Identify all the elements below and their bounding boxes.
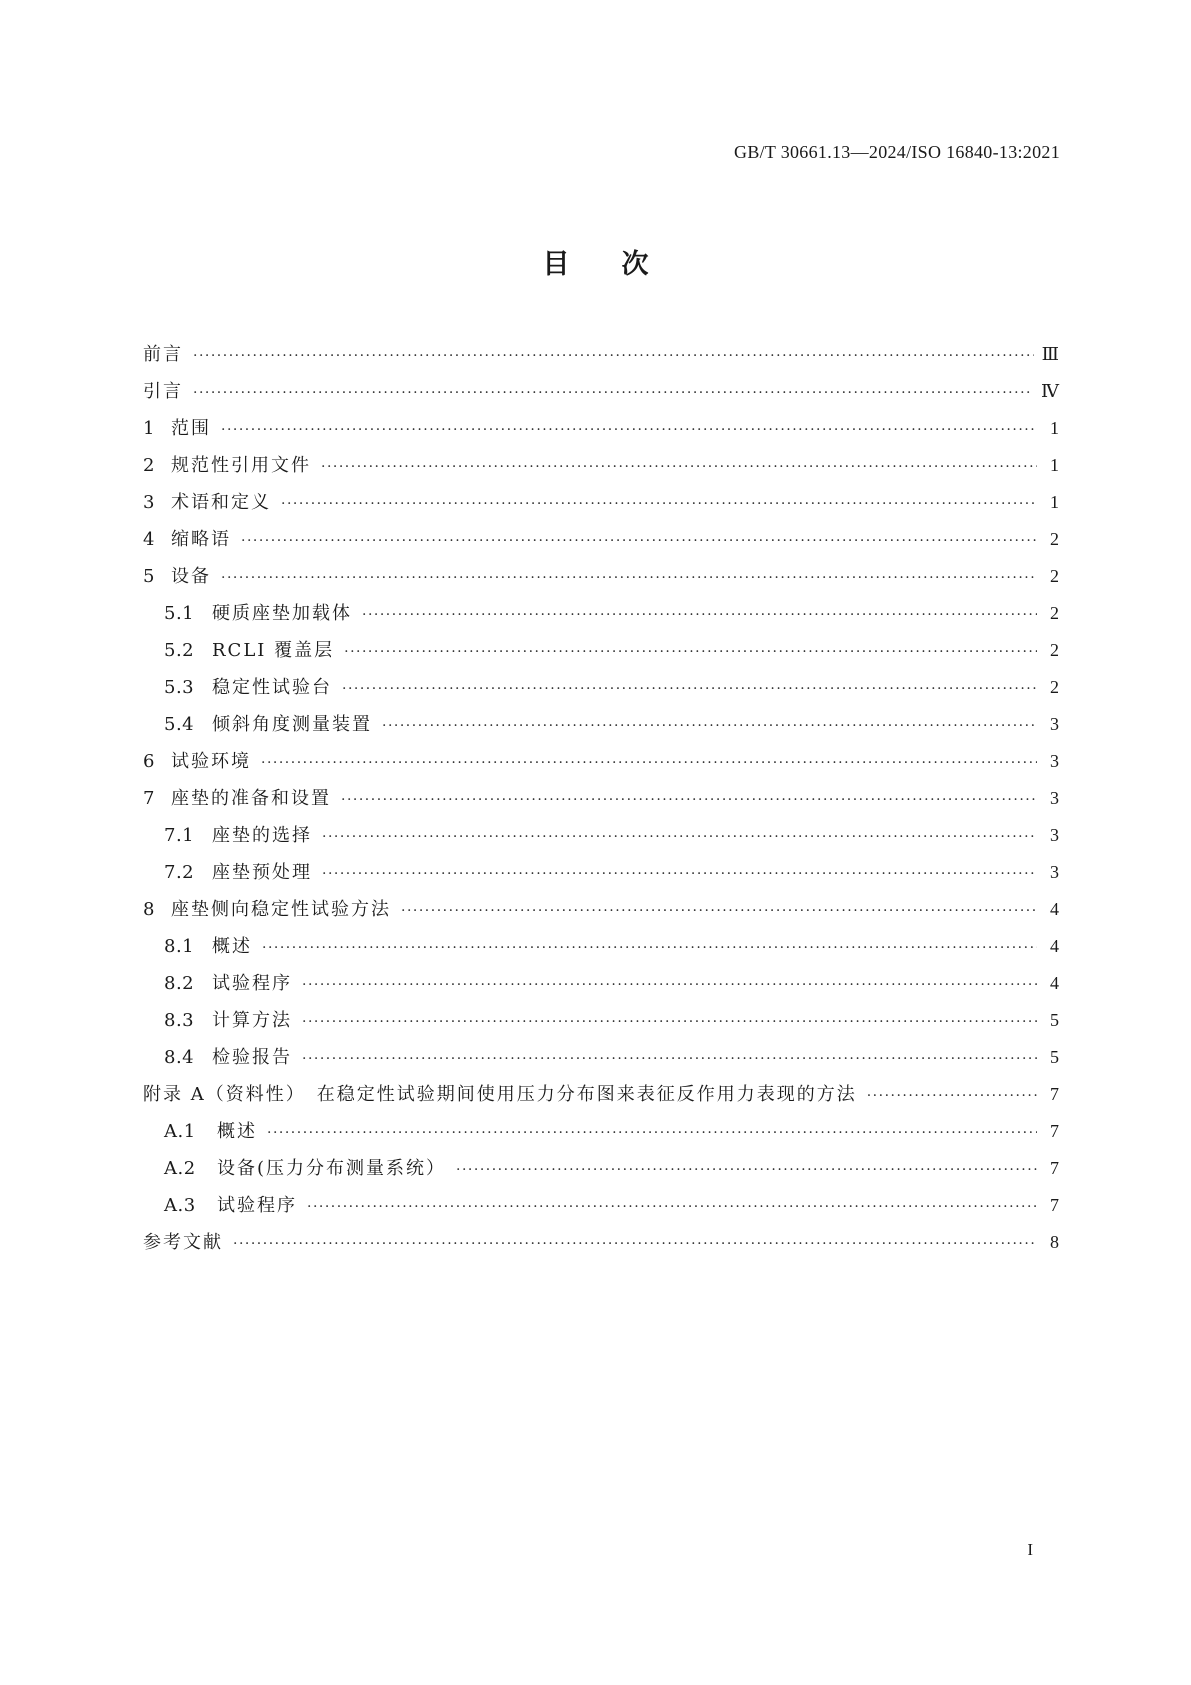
toc-dot-leader bbox=[233, 1226, 1037, 1263]
toc-entry-page: 5 bbox=[1050, 1010, 1059, 1030]
toc-dot-leader bbox=[221, 560, 1037, 597]
toc-entry-page: 4 bbox=[1050, 973, 1059, 993]
toc-dot-leader bbox=[261, 745, 1037, 782]
toc-entry-title: 座垫预处理 bbox=[212, 862, 312, 883]
toc-dot-leader bbox=[302, 1004, 1037, 1041]
toc-dot-leader bbox=[281, 486, 1037, 523]
toc-entry-number: 8.2 bbox=[164, 973, 195, 994]
toc-entry-page: 3 bbox=[1050, 862, 1059, 882]
toc-entry-page: Ⅲ bbox=[1041, 344, 1059, 364]
toc-entry-number: 5.1 bbox=[164, 603, 195, 624]
toc-entry[interactable] bbox=[143, 743, 1059, 780]
toc-dot-leader bbox=[362, 597, 1037, 634]
toc-entry-page: 2 bbox=[1050, 529, 1059, 549]
toc-entry-page: 3 bbox=[1050, 751, 1059, 771]
toc-entry-number: A.1 bbox=[164, 1121, 196, 1142]
toc-dot-leader bbox=[867, 1078, 1037, 1115]
toc-entry-title: 缩略语 bbox=[171, 529, 231, 550]
toc-entry-number: 8.1 bbox=[164, 936, 195, 957]
toc-entry-number: 7 bbox=[143, 788, 155, 809]
toc-entry[interactable] bbox=[143, 854, 1059, 891]
standard-code: GB/T 30661.13—2024/ISO 16840-13:2021 bbox=[734, 142, 1060, 162]
table-of-contents bbox=[143, 336, 1059, 1261]
toc-entry-page: 1 bbox=[1050, 418, 1059, 438]
toc-entry-page: 7 bbox=[1050, 1195, 1059, 1215]
toc-entry[interactable] bbox=[143, 336, 1059, 373]
toc-entry-title: 检验报告 bbox=[212, 1047, 292, 1068]
toc-entry[interactable] bbox=[143, 447, 1059, 484]
toc-entry-page: 1 bbox=[1050, 492, 1059, 512]
toc-entry-title: 座垫的选择 bbox=[212, 825, 312, 846]
toc-entry-page: 2 bbox=[1050, 566, 1059, 586]
toc-entry-number: 7.1 bbox=[164, 825, 195, 846]
toc-entry[interactable] bbox=[143, 817, 1059, 854]
toc-entry-number: 6 bbox=[143, 751, 155, 772]
toc-entry-page: Ⅳ bbox=[1041, 381, 1059, 401]
toc-entry[interactable] bbox=[143, 484, 1059, 521]
toc-entry-number: 5.2 bbox=[164, 640, 195, 661]
toc-entry-number: 8 bbox=[143, 899, 155, 920]
toc-entry[interactable] bbox=[143, 965, 1059, 1002]
toc-entry-page: 7 bbox=[1050, 1084, 1059, 1104]
toc-entry[interactable] bbox=[143, 1039, 1059, 1076]
toc-entry-title: 稳定性试验台 bbox=[212, 677, 332, 698]
toc-entry[interactable] bbox=[143, 1150, 1059, 1187]
toc-entry[interactable] bbox=[143, 1002, 1059, 1039]
toc-entry-number: 5.3 bbox=[164, 677, 195, 698]
toc-entry[interactable] bbox=[143, 558, 1059, 595]
toc-entry-page: 7 bbox=[1050, 1158, 1059, 1178]
toc-entry-page: 3 bbox=[1050, 788, 1059, 808]
toc-entry[interactable] bbox=[143, 1187, 1059, 1224]
toc-entry-title: 硬质座垫加载体 bbox=[212, 603, 352, 624]
toc-entry-title: 附录 A（资料性） 在稳定性试验期间使用压力分布图来表征反作用力表现的方法 bbox=[143, 1084, 857, 1105]
toc-entry-title: 概述 bbox=[212, 936, 252, 957]
toc-dot-leader bbox=[322, 856, 1037, 893]
toc-entry-page: 7 bbox=[1050, 1121, 1059, 1141]
toc-dot-leader bbox=[267, 1115, 1037, 1152]
toc-entry-number: 8.4 bbox=[164, 1047, 195, 1068]
toc-entry-title: 规范性引用文件 bbox=[171, 455, 311, 476]
toc-entry[interactable] bbox=[143, 632, 1059, 669]
toc-entry[interactable] bbox=[143, 373, 1059, 410]
toc-entry-title: 试验程序 bbox=[217, 1195, 297, 1216]
toc-entry-page: 4 bbox=[1050, 899, 1059, 919]
toc-entry[interactable] bbox=[143, 928, 1059, 965]
toc-entry[interactable] bbox=[143, 1113, 1059, 1150]
toc-dot-leader bbox=[401, 893, 1037, 930]
toc-entry-title: 设备 bbox=[171, 566, 211, 587]
toc-entry-title: 座垫的准备和设置 bbox=[171, 788, 331, 809]
toc-dot-leader bbox=[262, 930, 1037, 967]
toc-entry-page: 3 bbox=[1050, 825, 1059, 845]
toc-entry-page: 8 bbox=[1050, 1232, 1059, 1252]
toc-entry-number: A.3 bbox=[164, 1195, 196, 1216]
toc-entry[interactable] bbox=[143, 669, 1059, 706]
toc-entry-title: 试验程序 bbox=[212, 973, 292, 994]
page-title: 目次 bbox=[542, 249, 701, 280]
toc-entry-page: 3 bbox=[1050, 714, 1059, 734]
toc-entry-page: 2 bbox=[1050, 677, 1059, 697]
toc-dot-leader bbox=[322, 819, 1037, 856]
toc-entry[interactable] bbox=[143, 706, 1059, 743]
toc-entry-title: 计算方法 bbox=[212, 1010, 292, 1031]
toc-entry-title: 试验环境 bbox=[171, 751, 251, 772]
toc-entry[interactable] bbox=[143, 1076, 1059, 1113]
toc-entry-number: 2 bbox=[143, 455, 155, 476]
toc-entry-title: 设备(压力分布测量系统） bbox=[217, 1158, 447, 1179]
toc-dot-leader bbox=[342, 671, 1037, 708]
toc-entry[interactable] bbox=[143, 891, 1059, 928]
toc-entry-number: 7.2 bbox=[164, 862, 195, 883]
toc-entry-page: 1 bbox=[1050, 455, 1059, 475]
toc-entry-number: 1 bbox=[143, 418, 155, 439]
toc-dot-leader bbox=[341, 782, 1037, 819]
toc-entry-number: 8.3 bbox=[164, 1010, 195, 1031]
toc-entry[interactable] bbox=[143, 410, 1059, 447]
toc-entry-number: 3 bbox=[143, 492, 155, 513]
toc-entry[interactable] bbox=[143, 595, 1059, 632]
toc-entry[interactable] bbox=[143, 521, 1059, 558]
toc-entry-number: A.2 bbox=[164, 1158, 196, 1179]
toc-dot-leader bbox=[344, 634, 1037, 671]
toc-entry-title: 倾斜角度测量装置 bbox=[212, 714, 372, 735]
toc-entry-page: 2 bbox=[1050, 603, 1059, 623]
toc-entry-title: 参考文献 bbox=[143, 1232, 223, 1253]
toc-entry-title: 前言 bbox=[143, 344, 183, 365]
toc-dot-leader bbox=[241, 523, 1037, 560]
toc-entry-title: 范围 bbox=[171, 418, 211, 439]
toc-entry-page: 5 bbox=[1050, 1047, 1059, 1067]
toc-dot-leader bbox=[307, 1189, 1037, 1226]
toc-entry-title: 座垫侧向稳定性试验方法 bbox=[171, 899, 391, 920]
toc-entry-number: 4 bbox=[143, 529, 155, 550]
toc-dot-leader bbox=[321, 449, 1037, 486]
toc-entry-title: 术语和定义 bbox=[171, 492, 271, 513]
toc-entry[interactable] bbox=[143, 1224, 1059, 1261]
toc-dot-leader bbox=[456, 1152, 1037, 1189]
page-number: I bbox=[1027, 1540, 1033, 1559]
toc-entry[interactable] bbox=[143, 780, 1059, 817]
toc-entry-number: 5 bbox=[143, 566, 155, 587]
toc-entry-title: RCLI 覆盖层 bbox=[212, 640, 335, 661]
toc-entry-page: 4 bbox=[1050, 936, 1059, 956]
toc-dot-leader bbox=[302, 967, 1037, 1004]
toc-entry-page: 2 bbox=[1050, 640, 1059, 660]
toc-dot-leader bbox=[193, 375, 1033, 412]
toc-dot-leader bbox=[302, 1041, 1037, 1078]
toc-entry-title: 概述 bbox=[217, 1121, 257, 1142]
toc-dot-leader bbox=[193, 338, 1034, 375]
toc-entry-number: 5.4 bbox=[164, 714, 195, 735]
toc-entry-title: 引言 bbox=[143, 381, 183, 402]
toc-dot-leader bbox=[382, 708, 1037, 745]
toc-dot-leader bbox=[221, 412, 1037, 449]
